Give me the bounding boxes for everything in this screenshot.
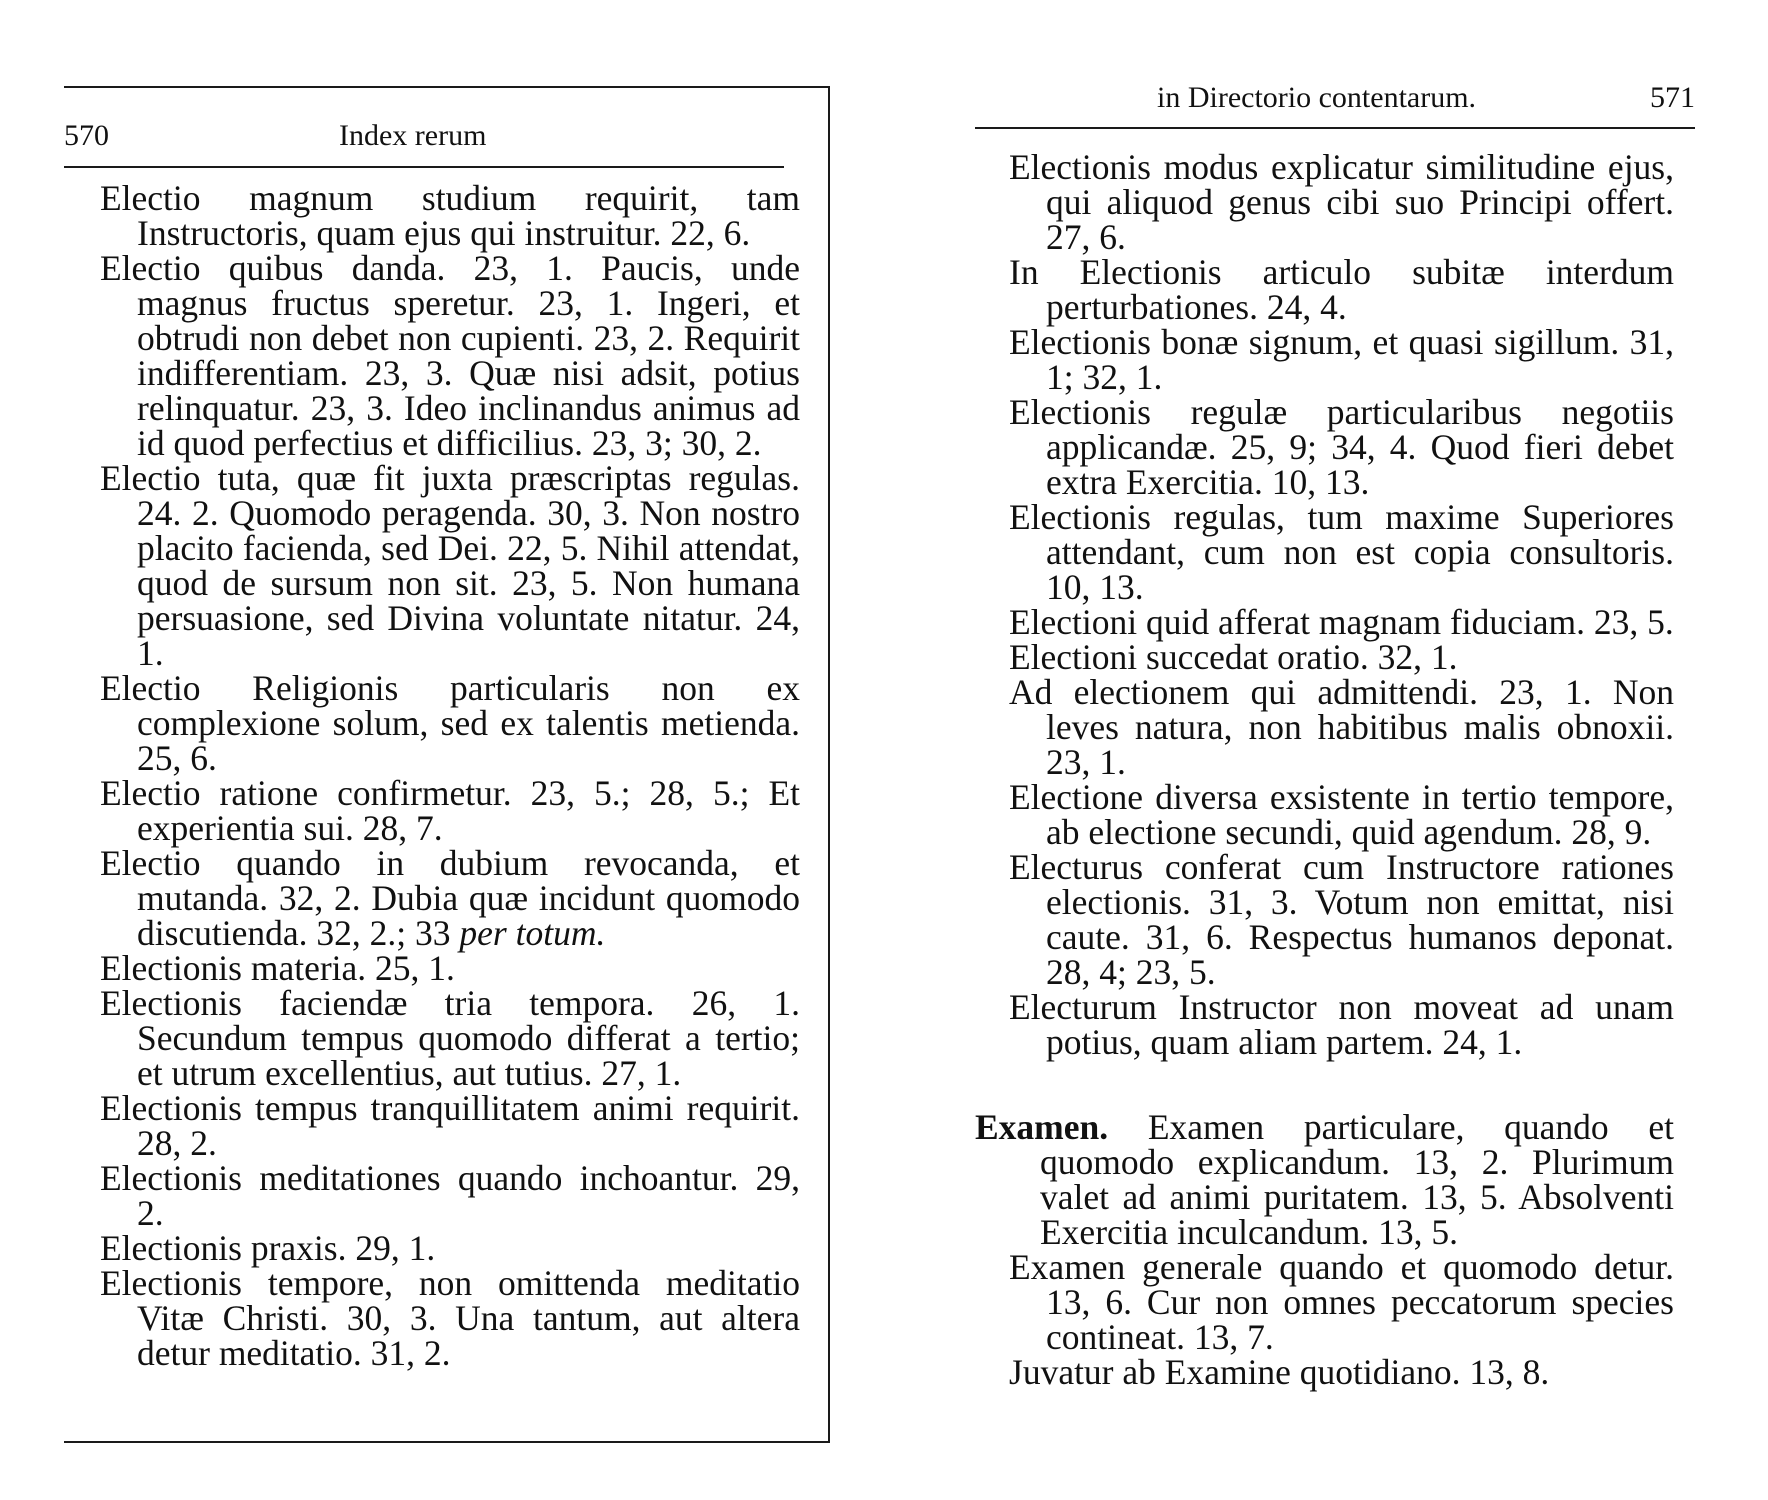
running-head: in Directorio contentarum.	[1157, 81, 1477, 114]
index-entry-text: Electio quando in dubium revocanda, et mutanda. 32, 2. Dubia quæ incidunt quomodo discutienda. 32, 2.; 33	[100, 843, 800, 953]
running-head: Index rerum	[339, 119, 487, 152]
index-entry: Electio Religionis particularis non ex complexione solum, sed ex talentis metienda. 25, 6.	[100, 668, 800, 778]
index-entry: Electurum Instructor non moveat ad unam potius, quam aliam partem. 24, 1.	[1009, 987, 1674, 1062]
index-entry: Electionis praxis. 29, 1.	[100, 1228, 436, 1268]
index-entry: Electio quibus danda. 23, 1. Paucis, unde magnus fructus speretur. 23, 1. Ingeri, et obtrudi non debet non cupienti. 23, 2. Requirit indifferentiam. 23, 3. Quæ nisi adsit, potius relinquatur. 23, 3. Ideo inclinandus animus ad id quod perfectius et difficilius. 23, 3; 30, 2.	[100, 248, 800, 463]
right-border-rule	[828, 86, 830, 1443]
index-entry: In Electionis articulo subitæ interdum perturbationes. 24, 4.	[1009, 252, 1674, 327]
index-entry: Electio magnum studium requirit, tam Instructoris, quam ejus qui instruitur. 22, 6.	[100, 178, 800, 253]
bottom-border-rule	[64, 1441, 830, 1443]
index-entry: Electio ratione confirmetur. 23, 5.; 28, 5.; Et experientia sui. 28, 7.	[100, 773, 800, 848]
index-entry: Electione diversa exsistente in tertio tempore, ab electione secundi, quid agendum. 28, 9.	[1009, 777, 1674, 852]
main-heading: Examen.	[975, 1107, 1109, 1147]
index-entries	[100, 178, 800, 1373]
index-entry: Electionis tempus tranquillitatem animi requirit. 28, 2.	[100, 1088, 800, 1163]
page-number: 571	[1650, 81, 1695, 114]
index-entry: Electioni quid afferat magnam fiduciam. 23, 5.	[1009, 602, 1674, 642]
page-number: 570	[64, 119, 109, 152]
index-entries	[1009, 147, 1674, 1062]
right-page	[975, 80, 1700, 1460]
top-border-rule	[64, 86, 830, 88]
header-rule	[975, 127, 1695, 129]
index-entry: Juvatur ab Examine quotidiano. 13, 8.	[1009, 1352, 1550, 1392]
index-entry: Ad electionem qui admittendi. 23, 1. Non leves natura, non habitibus malis obnoxii. 23, 1.	[1009, 672, 1674, 782]
index-entry: Electionis tempore, non omittenda meditatio Vitæ Christi. 30, 3. Una tantum, aut altera detur meditatio. 31, 2.	[100, 1263, 800, 1373]
index-entry: Electionis faciendæ tria tempora. 26, 1. Secundum tempus quomodo differat a tertio; et utrum excellentius, aut tutius. 27, 1.	[100, 983, 800, 1093]
index-entry: Electioni succedat oratio. 32, 1.	[1009, 637, 1458, 677]
index-entry: Electionis regulæ particularibus negotiis applicandæ. 25, 9; 34, 4. Quod fieri debet extra Exercitia. 10, 13.	[1009, 392, 1674, 502]
index-entry: Examen generale quando et quomodo detur. 13, 6. Cur non omnes peccatorum species contineat. 13, 7.	[1009, 1247, 1674, 1357]
index-entry: Electionis regulas, tum maxime Superiores attendant, cum non est copia consultoris. 10, 13.	[1009, 497, 1674, 607]
index-entry-italic: per totum.	[459, 913, 606, 953]
index-entry: Electionis modus explicatur similitudine ejus, qui aliquod genus cibi suo Principi offert. 27, 6.	[1009, 147, 1674, 257]
index-entry: Electio tuta, quæ fit juxta præscriptas regulas. 24. 2. Quomodo peragenda. 30, 3. Non nostro placito facienda, sed Dei. 22, 5. Nihil attendat, quod de sursum non sit. 23, 5. Non humana persuasione, sed Divina voluntate nitatur. 24, 1.	[100, 458, 800, 673]
header-rule	[64, 166, 784, 168]
index-entry: Electionis materia. 25, 1.	[100, 948, 455, 988]
index-entry	[100, 843, 800, 953]
main-index-entry	[975, 1107, 1674, 1252]
left-page	[64, 86, 824, 1446]
index-entry: Electionis meditationes quando inchoantur. 29, 2.	[100, 1158, 800, 1233]
index-entry: Electionis bonæ signum, et quasi sigillum. 31, 1; 32, 1.	[1009, 322, 1674, 397]
main-heading-text: Examen particulare, quando et quomodo explicandum. 13, 2. Plurimum valet ad animi puritatem. 13, 5. Absolventi Exercitia inculcandum. 13, 5.	[1040, 1107, 1674, 1252]
examen-section	[975, 1107, 1674, 1392]
index-entry: Electurus conferat cum Instructore rationes electionis. 31, 3. Votum non emittat, nisi caute. 31, 6. Respectus humanos deponat. 28, 4; 23, 5.	[1009, 847, 1674, 992]
